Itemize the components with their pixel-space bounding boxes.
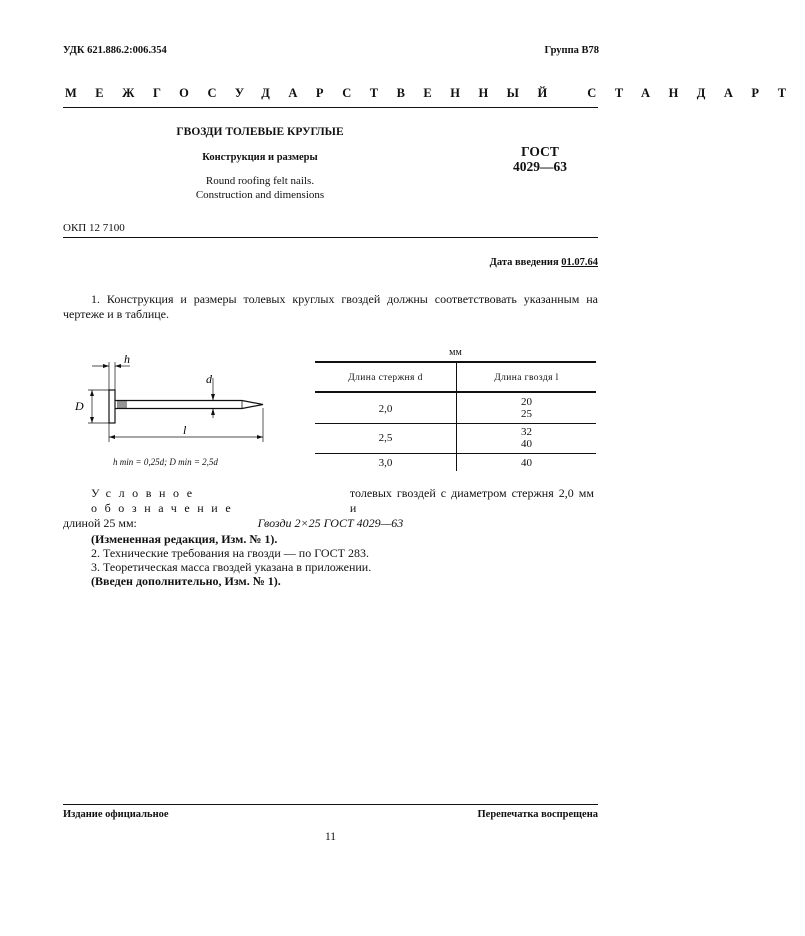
table-row-3-d: 3,0 [378, 457, 393, 469]
udk-code: УДК 621.886.2:006.354 [63, 45, 167, 56]
designation-example: Гвозди 2×25 ГОСТ 4029—63 [257, 516, 404, 530]
gost-label: ГОСТ [521, 144, 559, 159]
table-header-l: Длина гвоздя l [494, 373, 559, 383]
footer-right: Перепечатка воспрещена [477, 809, 598, 820]
header-rule [63, 107, 598, 108]
note-item-3: 3. Теоретическая масса гвоздей указана в приложении. [91, 560, 372, 574]
footer-rule [63, 804, 598, 805]
standard-type-heading: МЕЖГОСУДАРСТВЕННЫЙ СТАНДАРТ [65, 86, 805, 100]
nail-drawing [70, 350, 280, 470]
nail-head [109, 390, 115, 423]
okp-rule [63, 237, 598, 238]
table-header-d: Длина стержня d [348, 373, 423, 383]
page-number: 11 [324, 831, 337, 843]
table-row-1-l: 20 25 [521, 396, 532, 420]
table-unit: мм [449, 347, 462, 358]
label-l: l [183, 423, 187, 437]
group-code: Группа В78 [544, 45, 599, 56]
label-h: h [124, 352, 130, 366]
en-subtitle: Construction and dimensions [195, 189, 325, 201]
gost-number: 4029—63 [513, 159, 567, 174]
okp-code: ОКП 12 7100 [63, 222, 125, 234]
intro-date-value: 01.07.64 [561, 257, 598, 268]
note-item-2: 2. Технические требования на гвозди — по ГОСТ 283. [91, 546, 369, 560]
nail-point [242, 401, 263, 409]
footer-left: Издание официальное [63, 809, 169, 820]
section-1-text: 1. Конструкция и размеры толевых круглых гвоздей должны соответствовать указанным на чертеже и в таблице. [63, 292, 598, 321]
label-D: D [75, 399, 84, 413]
table-row-2-l: 32 40 [521, 426, 532, 450]
table-row-1-d: 2,0 [378, 403, 393, 415]
table-row-3-l: 40 [521, 457, 532, 469]
note-edited: (Измененная редакция, Изм. № 1). [91, 532, 278, 546]
note-added: (Введен дополнительно, Изм. № 1). [91, 574, 281, 588]
label-d: d [206, 372, 212, 386]
intro-date-label: Дата введения [489, 257, 559, 268]
table-row-2-d: 2,5 [378, 432, 393, 444]
designation-paragraph: Условное обозначение толевых гвоздей с диаметром стержня 2,0 мм и длиной 25 мм: [63, 486, 594, 530]
ru-subtitle: Конструкция и размеры [202, 152, 318, 163]
ru-title: ГВОЗДИ ТОЛЕВЫЕ КРУГЛЫЕ [176, 126, 344, 138]
designation-prefix: Условное обозначение [91, 486, 239, 515]
en-title: Round roofing felt nails. [205, 175, 315, 187]
drawing-caption: h min = 0,25d; D min = 2,5d [113, 457, 218, 467]
intro-date [490, 257, 598, 268]
nail-knurl [118, 401, 126, 408]
